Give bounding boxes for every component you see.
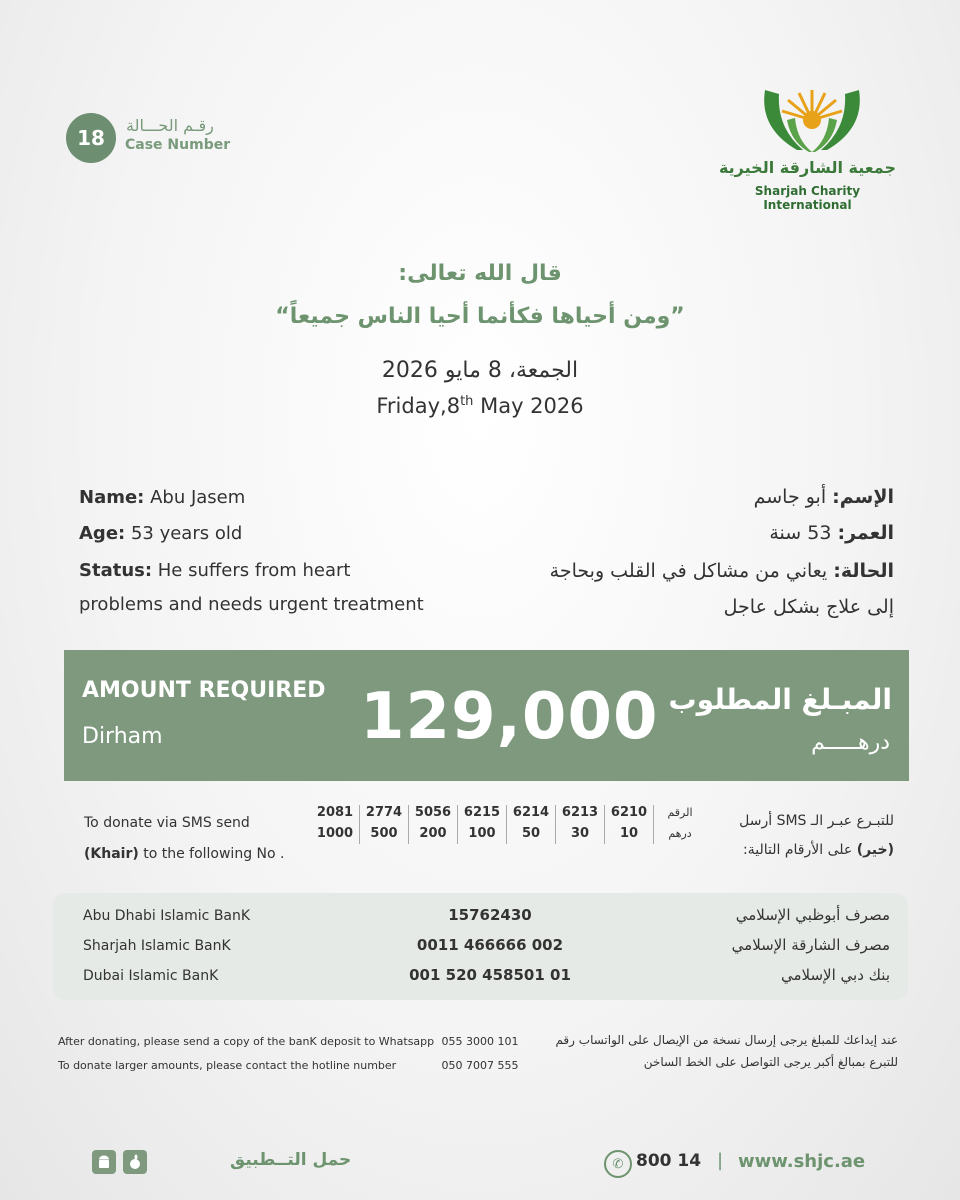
whatsapp-note-ar: عند إيداعك للمبلغ يرجى إرسال نسخة من الإيصال على الواتساب رقم bbox=[555, 1033, 898, 1047]
sms-number: 2081 bbox=[316, 805, 354, 820]
date-en-ordinal: th bbox=[460, 394, 474, 409]
date-en-suffix: May 2026 bbox=[473, 394, 584, 418]
hotline-number: 050 7007 555 bbox=[441, 1059, 519, 1072]
quote-intro: قال الله تعالى: bbox=[398, 261, 562, 286]
info-status-ar bbox=[550, 560, 894, 582]
bank-account-number: 15762430 bbox=[448, 906, 532, 924]
hotline-note-en: To donate larger amounts, please contact the hotline number bbox=[58, 1059, 397, 1072]
age-value-ar: 53 سنة bbox=[769, 522, 838, 544]
case-label-en: Case Number bbox=[125, 137, 231, 153]
date-en bbox=[0, 394, 960, 418]
sms-instructions-en-line1: To donate via SMS send bbox=[84, 815, 250, 831]
sms-keyword-ar: (خير) bbox=[856, 842, 894, 858]
logo-name-ar: جمعية الشارقة الخيرية bbox=[718, 158, 897, 177]
name-label-en: Name: bbox=[79, 487, 145, 508]
status-value-ar: يعاني من مشاكل في القلب وبحاجة bbox=[549, 560, 834, 582]
amount-currency-en: Dirham bbox=[82, 724, 163, 749]
sharjah-charity-logo bbox=[757, 80, 867, 158]
sms-amount: 1000 bbox=[316, 826, 354, 841]
sms-number: 2774 bbox=[360, 805, 409, 823]
case-label-ar: رقـم الحـــالة bbox=[126, 116, 214, 135]
sms-keyword-en: (Khair) bbox=[84, 846, 139, 862]
status-value-en: He suffers from heart bbox=[152, 560, 351, 581]
sms-dirham-label: درهم bbox=[654, 823, 707, 844]
case-number-badge: 18 bbox=[66, 113, 116, 163]
separator: | bbox=[717, 1150, 724, 1171]
sms-amount: 50 bbox=[507, 823, 556, 844]
sms-number: 6215 bbox=[458, 805, 507, 823]
download-app-label[interactable]: حمل التــطبيق bbox=[230, 1150, 352, 1170]
info-name-en bbox=[79, 487, 245, 508]
bank-name-en: Dubai Islamic BanK bbox=[83, 968, 219, 984]
quote-verse: ”ومن أحياها فكأنما أحيا الناس جميعاً“ bbox=[275, 304, 685, 329]
android-icon[interactable] bbox=[92, 1150, 116, 1174]
sms-instructions-en-line2 bbox=[84, 846, 284, 862]
sms-numbers-row bbox=[311, 805, 706, 823]
sms-amount: 10 bbox=[605, 823, 654, 844]
amount-title-ar: المبـلغ المطلوب bbox=[668, 683, 892, 716]
status-label-en: Status: bbox=[79, 560, 153, 581]
apple-icon[interactable] bbox=[123, 1150, 147, 1174]
date-en-prefix: Friday,8 bbox=[376, 394, 461, 418]
status-label-ar: الحالة: bbox=[833, 560, 894, 582]
whatsapp-number: 055 3000 101 bbox=[441, 1035, 519, 1048]
bank-name-ar: مصرف أبوظبي الإسلامي bbox=[735, 906, 890, 924]
sms-instructions-ar-line2 bbox=[743, 842, 894, 858]
whatsapp-note-en: After donating, please send a copy of the banK deposit to Whatsapp bbox=[58, 1035, 435, 1048]
sms-number-label: الرقم bbox=[654, 805, 707, 823]
name-label-ar: الإسم: bbox=[832, 486, 894, 508]
info-status-en-line2: problems and needs urgent treatment bbox=[79, 594, 424, 615]
bank-name-en: Sharjah Islamic BanK bbox=[83, 938, 231, 954]
info-status-ar-line2: إلى علاج بشكل عاجل bbox=[723, 596, 894, 618]
info-age-en bbox=[79, 523, 242, 544]
website-link[interactable]: www.shjc.ae bbox=[738, 1151, 866, 1172]
sms-instructions-ar-line1: للتبـرع عبـر الـ SMS أرسل bbox=[739, 813, 894, 829]
amount-currency-ar: درهـــــم bbox=[811, 730, 890, 755]
info-age-ar bbox=[769, 522, 894, 544]
sms-number: 6214 bbox=[507, 805, 556, 823]
hotline-short-number[interactable]: 800 14 bbox=[636, 1151, 702, 1171]
sms-donation-table bbox=[311, 805, 706, 844]
age-label-en: Age: bbox=[79, 523, 126, 544]
sms-number: 6213 bbox=[556, 805, 605, 823]
name-value-en: Abu Jasem bbox=[144, 487, 246, 508]
sms-amount: 30 bbox=[556, 823, 605, 844]
bank-account-number: 0011 466666 002 bbox=[416, 936, 564, 954]
hotline-note-ar: للتبرع بمبالغ أكبر يرجى التواصل على الخط الساخن bbox=[643, 1055, 898, 1069]
sms-instructions-en-rest: to the following No . bbox=[138, 846, 285, 862]
logo-name-en: Sharjah Charity International bbox=[754, 184, 861, 212]
info-name-ar bbox=[754, 486, 894, 508]
bank-name-ar: مصرف الشارقة الإسلامي bbox=[731, 936, 890, 954]
sms-amount: 200 bbox=[409, 823, 458, 844]
sms-instructions-ar-rest: على الأرقام التالية: bbox=[743, 842, 857, 858]
bank-name-ar: بنك دبي الإسلامي bbox=[780, 966, 890, 984]
date-ar: الجمعة، 8 مايو 2026 bbox=[381, 358, 579, 383]
sms-amount: 500 bbox=[360, 823, 409, 844]
amount-title-en: AMOUNT REQUIRED bbox=[82, 678, 326, 703]
sms-number: 6210 bbox=[605, 805, 654, 823]
sms-number: 5056 bbox=[409, 805, 458, 823]
bank-account-number: 001 520 458501 01 bbox=[409, 966, 571, 984]
sms-amounts-row bbox=[311, 823, 706, 844]
age-value-en: 53 years old bbox=[125, 523, 243, 544]
sms-amount: 100 bbox=[458, 823, 507, 844]
amount-value: 129,000 bbox=[360, 680, 659, 754]
name-value-ar: أبو جاسم bbox=[753, 486, 833, 508]
phone-icon: ✆ bbox=[604, 1150, 632, 1178]
info-status-en bbox=[79, 560, 350, 581]
age-label-ar: العمر: bbox=[837, 522, 894, 544]
bank-name-en: Abu Dhabi Islamic BanK bbox=[83, 908, 251, 924]
